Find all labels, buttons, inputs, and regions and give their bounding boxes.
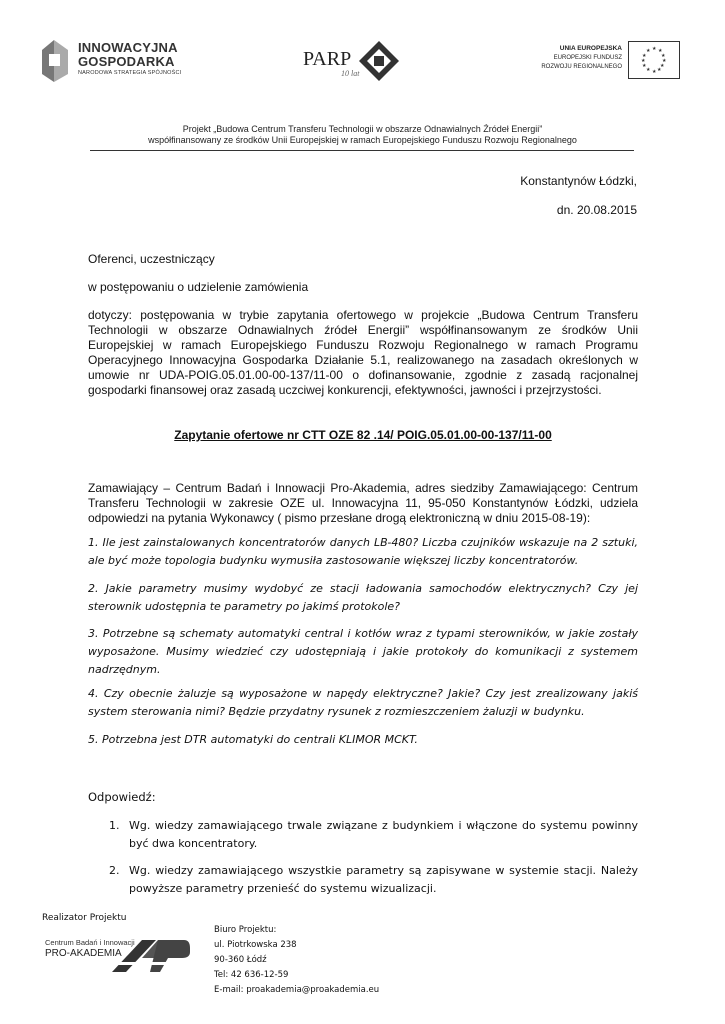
parp-emblem-icon <box>359 41 399 81</box>
answer-1 <box>109 817 638 853</box>
svg-text:★: ★ <box>661 53 666 59</box>
pro-akademia-logo <box>42 938 192 978</box>
svg-text:★: ★ <box>641 58 646 64</box>
svg-text:★: ★ <box>662 58 667 64</box>
office-city: 90-360 Łódź <box>214 955 267 965</box>
place: Konstantynów Łódzki, <box>520 174 637 188</box>
answer-2-number: 2. <box>109 864 120 877</box>
svg-text:★: ★ <box>642 63 647 69</box>
eu-line2: EUROPEJSKI FUNDUSZ <box>553 55 622 61</box>
cbi-line1: Centrum Badań i Innowacji <box>45 938 135 947</box>
answer-1-text: Wg. wiedzy zamawiającego trwale związane z budynkiem i włączone do systemu powinny być dwa koncentratory. <box>129 819 638 850</box>
office-title: Biuro Projektu: <box>214 925 277 935</box>
svg-text:★: ★ <box>652 46 657 52</box>
office-street: ul. Piotrkowska 238 <box>214 940 297 950</box>
answer-1-number: 1. <box>109 819 120 832</box>
office-tel: Tel: 42 636-12-59 <box>214 970 289 980</box>
ig-title-line1: INNOWACYJNA <box>78 40 178 55</box>
answer-2-text: Wg. wiedzy zamawiającego wszystkie parametry są zapisywane w systemie stacji. Należy powyższe parametry przenieść do systemu wizualizacji. <box>129 864 638 895</box>
concerning-paragraph: dotyczy: postępowania w trybie zapytania ofertowego w projekcie „Budowa Centrum Transferu Technologii w obszarze Odnawialnych źródeł Energii” współfinansowanym ze środków Unii Europejskiej w ramach Europejskiego Funduszu Rozwoju Regionalnego w ramach Programu Operacyjnego Innowacyjna Gospodarka Działanie 5.1, realizowanego na zasadach określonych w umowie nr UDA-POIG.05.01.00-00-137/11-00 o dofinansowanie, zgodnie z zasadą racjonalnej gospodarki finansowej oraz zasadą uczciwej konkurencji, efektywności, jawności i przejrzystości. <box>88 308 638 397</box>
question-4: 4. Czy obecnie żaluzje są wyposażone w napędy elektryczne? Jakie? Czy jest zrealizowany jakiś system sterowania nimi? Będzie przydatny rysunek z rozmieszczeniem żaluzji w budynku. <box>88 687 638 718</box>
pro-akademia-emblem-icon <box>112 938 192 978</box>
answers-title: Odpowiedź: <box>88 790 156 804</box>
intro-paragraph: Zamawiający – Centrum Badań i Innowacji Pro-Akademia, adres siedziby Zamawiającego: Centrum Transferu Technologii w zakresie OZE ul. Innowacyjna 11, 95-050 Konstantynów Łódzki, udziela odpowiedzi na pytania Wykonawcy ( pismo przesłane drogą elektroniczną w dniu 2015-08-19): <box>88 481 638 525</box>
svg-text:★: ★ <box>652 69 657 75</box>
greeting: Oferenci, uczestniczący <box>88 252 215 266</box>
parp-name: PARP <box>303 48 352 70</box>
svg-text:★: ★ <box>657 67 662 73</box>
svg-text:★: ★ <box>642 53 647 59</box>
eu-flag-icon <box>628 41 680 79</box>
svg-text:★: ★ <box>646 48 651 54</box>
eu-logo <box>528 41 680 79</box>
project-line1: Projekt „Budowa Centrum Transferu Technologii w obszarze Odnawialnych Źródeł Energii” <box>182 124 543 134</box>
eu-line1: UNIA EUROPEJSKA <box>559 45 622 52</box>
question-2: 2. Jakie parametry musimy wydobyć ze stacji ładowania samochodów elektrycznych? Czy jej sterownik udostępnia te parametry po jakimś protokole? <box>88 582 638 613</box>
header-divider <box>90 150 634 151</box>
innowacyjna-gospodarka-logo <box>40 38 190 86</box>
date: dn. 20.08.2015 <box>556 203 637 217</box>
question-1: 1. Ile jest zainstalowanych koncentratorów danych LB-480? Liczba czujników wskazuje na 2 sztuki, ale być może topologia budynku wymusiła zastosowanie większej liczby koncentratorów. <box>88 536 638 567</box>
greeting2: w postępowaniu o udzielenie zamówienia <box>88 280 309 294</box>
answer-2 <box>109 862 638 898</box>
svg-text:★: ★ <box>660 63 665 69</box>
question-5: 5. Potrzebna jest DTR automatyki do centrali KLIMOR MCKT. <box>88 733 418 746</box>
realizer-label: Realizator Projektu <box>42 913 127 923</box>
svg-text:★: ★ <box>646 67 651 73</box>
ig-subtitle: NARODOWA STRATEGIA SPÓJNOŚCI <box>78 70 182 76</box>
question-3: 3. Potrzebne są schematy automatyki central i kotłów wraz z typami sterowników, w jakie zostały wyposażone. Musimy wiedzieć czy udostępniają i jakie protokoły do komunikacji z systemem nadrzędnym. <box>88 627 638 676</box>
svg-text:★: ★ <box>658 48 663 54</box>
parp-tag: 10 lat <box>341 69 360 78</box>
eu-line3: ROZWOJU REGIONALNEGO <box>541 64 622 70</box>
ig-title-line2: GOSPODARKA <box>78 54 175 69</box>
ig-emblem-icon <box>40 38 70 84</box>
inquiry-heading: Zapytanie ofertowe nr CTT OZE 82 .14/ POIG.05.01.00-00-137/11-00 <box>174 428 552 442</box>
project-line2: współfinansowany ze środków Unii Europejskiej w ramach Europejskiego Funduszu Rozwoju Regionalnego <box>148 135 577 145</box>
project-office <box>214 923 379 998</box>
parp-logo <box>303 40 403 82</box>
cbi-line2: PRO-AKADEMIA <box>45 948 122 959</box>
office-email: E-mail: proakademia@proakademia.eu <box>214 985 380 995</box>
